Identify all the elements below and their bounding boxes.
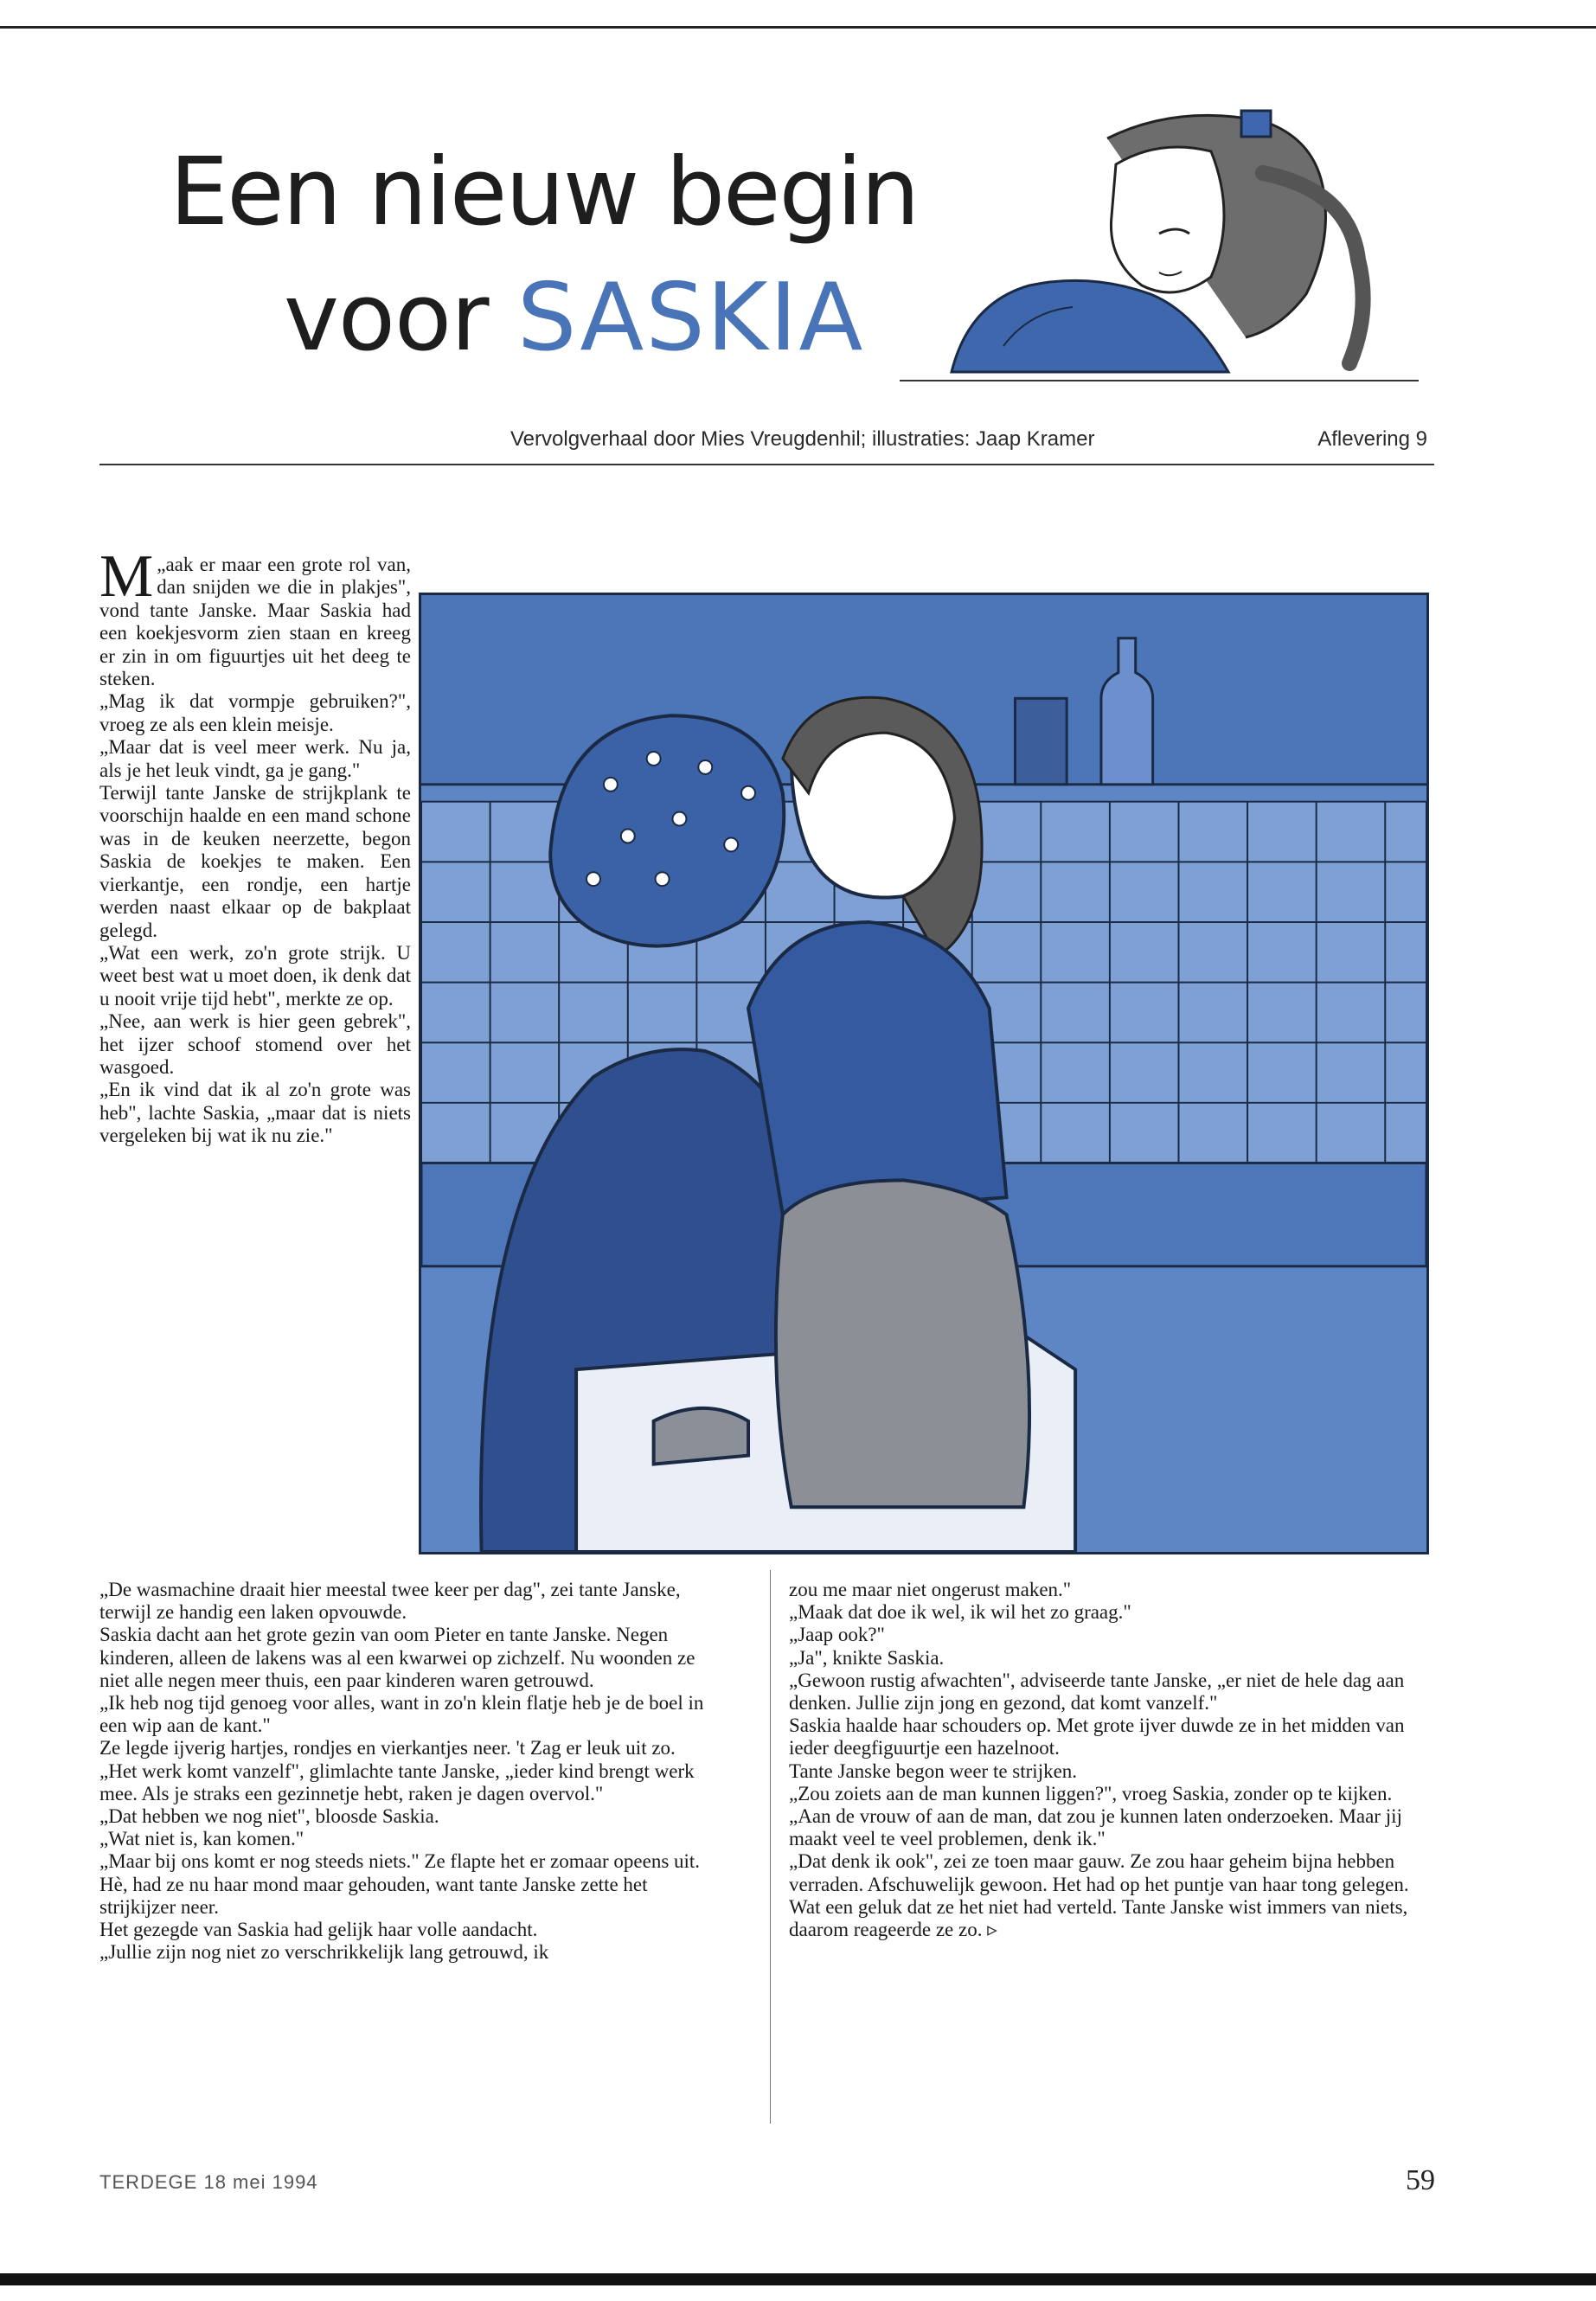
paragraph: „En ik vind dat ik al zo'n grote was heb", lachte Saskia, „maar dat is niets vergeleken bij wat ik nu zie." — [99, 1079, 411, 1147]
title-saskia: SASKIA — [516, 264, 865, 372]
paragraph: „Mag ik dat vormpje gebruiken?", vroeg ze als een klein meisje. — [99, 690, 411, 735]
article-column-right — [789, 1579, 1429, 1941]
saskia-portrait-illustration — [900, 87, 1436, 389]
paragraph: Ze legde ijverig hartjes, rondjes en vierkantjes neer. 't Zag er leuk uit zo. — [99, 1737, 676, 1759]
paragraph: Tante Janske begon weer te strijken. — [789, 1759, 1078, 1782]
title-voor: voor — [284, 264, 489, 372]
paragraph: „Nee, aan werk is hier geen gebrek", het ijzer schoof stomend over het wasgoed. — [99, 1010, 411, 1078]
drop-cap: M — [99, 543, 154, 610]
opening-paragraph — [99, 543, 411, 690]
paragraph: „Maar dat is veel meer werk. Nu ja, als je het leuk vindt, ga je gang." — [99, 736, 411, 781]
paragraph: „Jaap ook?" — [789, 1624, 885, 1646]
paragraph: „Ik heb nog tijd genoeg voor alles, want in zo'n klein flatje heb je de boel in een wip aan de kant." — [99, 1692, 704, 1737]
paragraph: „Ja", knikte Saskia. — [789, 1646, 945, 1669]
article-column-top — [99, 543, 411, 1148]
paragraph: „Het werk komt vanzelf", glimlachte tante Janske, „ieder kind brengt werk mee. Als je straks een gezinnetje hebt, raken je dagen overvol." — [99, 1759, 695, 1804]
paragraph: „Aan de vrouw of aan de man, dat zou je kunnen laten onderzoeken. Maar jij maakt veel te veel problemen, denk ik." — [789, 1805, 1402, 1850]
column-divider — [770, 1570, 771, 2124]
bottom-bar — [0, 2273, 1596, 2285]
paragraph: „Maar bij ons komt er nog steeds niets." Ze flapte het er zomaar opeens uit. Hè, had ze nu haar mond maar gehouden, want tante Janske zette het strijkijzer neer. — [99, 1850, 701, 1918]
title-line-1: Een nieuw begin — [170, 138, 919, 247]
byline-rule — [99, 464, 1434, 465]
paragraph: „Dat hebben we nog niet", bloosde Saskia. — [99, 1805, 439, 1828]
opening-text: aak er maar een grote rol van, dan snijden we die in plakjes", vond tante Janske. Maar Saskia had een koekjesvorm zien staan en kreeg er zin in om figuurtjes uit het deeg te steken. — [99, 554, 411, 690]
paragraph: „Zou zoiets aan de man kunnen liggen?", vroeg Saskia, zonder op te kijken. — [789, 1782, 1393, 1804]
paragraph: „Gewoon rustig afwachten", adviseerde tante Janske, „er niet de hele dag aan denken. Jullie zijn jong en gezond, dat komt vanzelf." — [789, 1669, 1405, 1715]
kitchen-illustration — [419, 593, 1429, 1554]
paragraph: „Wat een werk, zo'n grote strijk. U weet best wat u moet doen, ik denk dat u nooit vrije tijd hebt", merkte ze op. — [99, 941, 411, 1009]
paragraph: „De wasmachine draait hier meestal twee keer per dag", zei tante Janske, terwijl ze handig een laken opvouwde. — [99, 1579, 681, 1624]
byline — [510, 427, 1427, 460]
paragraph: „Maak dat doe ik wel, ik wil het zo graag." — [789, 1601, 1131, 1624]
article-column-left — [99, 1579, 718, 1964]
paragraph: Saskia haalde haar schouders op. Met grote ijver duwde ze in het midden van ieder deegfiguurtje een hazelnoot. — [789, 1715, 1405, 1759]
paragraph: Terwijl tante Janske de strijkplank te voorschijn haalde en een mand schone was in de keuken neerzette, begon Saskia de koekjes te maken. Een vierkantje, een rondje, een hartje werden naast elkaar op de bakplaat gelegd. — [99, 782, 411, 941]
paragraph: zou me maar niet ongerust maken." — [789, 1579, 1072, 1600]
top-rule — [0, 26, 1596, 29]
byline-credit: Vervolgverhaal door Mies Vreugdenhil; illustraties: Jaap Kramer — [510, 427, 1095, 451]
publication-footer: TERDEGE 18 mei 1994 — [99, 2171, 318, 2193]
paragraph: „Jullie zijn nog niet zo verschrikkelijk lang getrouwd, ik — [99, 1941, 549, 1964]
paragraph: „Wat niet is, kan komen." — [99, 1828, 304, 1850]
title-line-2 — [284, 264, 864, 372]
paragraph: „Dat denk ik ook", zei ze toen maar gauw. Ze zou haar geheim bijna hebben verraden. Afschuwelijk gewoon. Het had op het puntje van haar tong gelegen. Wat een geluk dat ze het niet had verteld. Tante Janske wist immers van niets, daarom reageerde ze zo. ▹ — [789, 1850, 1409, 1941]
paragraph: Het gezegde van Saskia had gelijk haar volle aandacht. — [99, 1919, 538, 1941]
opening-quote: „ — [157, 554, 166, 575]
episode-label: Aflevering 9 — [1317, 427, 1427, 451]
page-number: 59 — [1406, 2164, 1435, 2196]
paragraph: Saskia dacht aan het grote gezin van oom Pieter en tante Janske. Negen kinderen, alleen de lakens was al een kwarwei op zichzelf. Nu woonden ze niet alle negen meer thuis, een paar kinderen waren getrouwd. — [99, 1624, 695, 1691]
